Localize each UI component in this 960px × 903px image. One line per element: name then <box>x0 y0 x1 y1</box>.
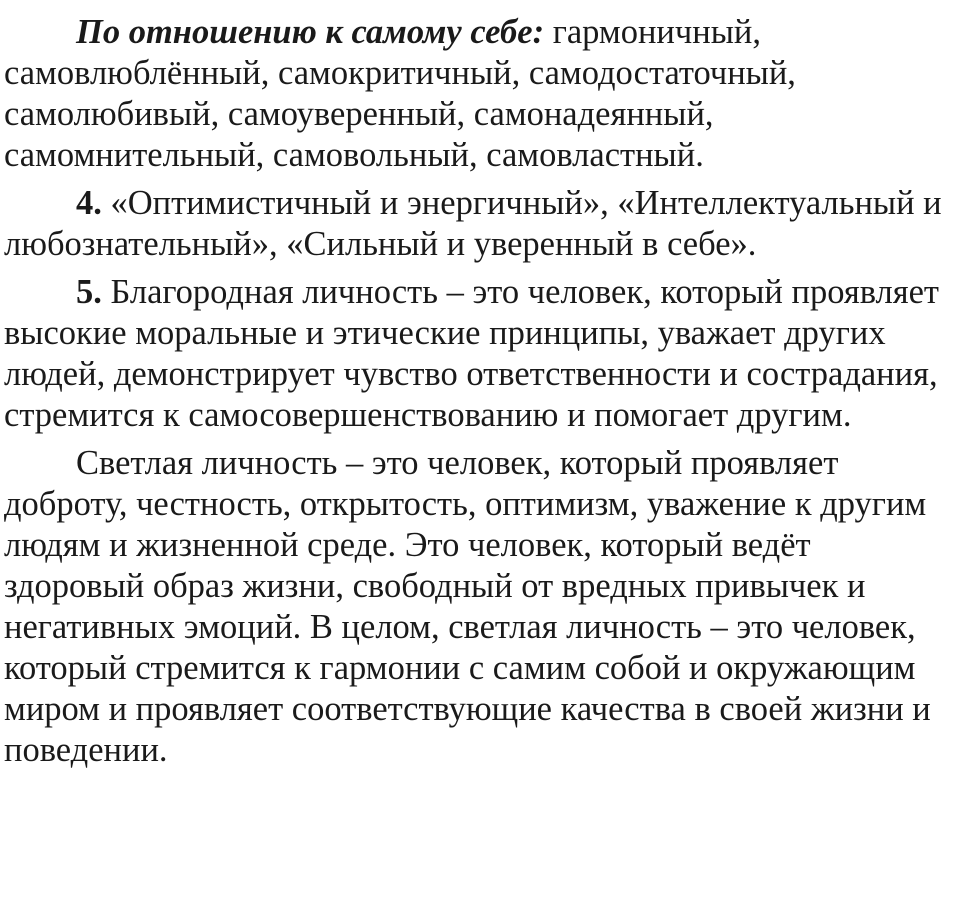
paragraph-text: Светлая личность – это человек, который проявляет доброту, честность, открытость, оптимизм, уважение к другим людям и жизненной среде. Это человек, который ведёт здоровый образ жизни, свободный от вредных привычек и негативных эмоций. В целом, светлая личность – это человек, который стремится к гармонии с самим собой и окружающим миром и проявляет соответствующие качества в своей жизни и поведении. <box>4 444 931 769</box>
paragraph-self-attitude <box>4 12 956 176</box>
paragraph-text: гармоничный, самовлюблённый, самокритичный, самодостаточный, самолюбивый, самоуверенный, самонадеянный, самомнительный, самовольный, самовластный. <box>4 13 796 174</box>
paragraph-lead-heading: По отношению к самому себе: <box>76 13 545 51</box>
document-page <box>4 12 956 771</box>
paragraph-answer-4 <box>4 183 956 265</box>
item-number: 4. <box>76 184 102 222</box>
paragraph-answer-5 <box>4 272 956 436</box>
paragraph-text: «Оптимистичный и энергичный», «Интеллектуальный и любознательный», «Сильный и уверенный в себе». <box>4 184 942 263</box>
paragraph-bright-personality <box>4 443 956 771</box>
paragraph-text: Благородная личность – это человек, который проявляет высокие моральные и этические принципы, уважает других людей, демонстрирует чувство ответственности и сострадания, стремится к самосовершенствованию и помогает другим. <box>4 273 940 434</box>
item-number: 5. <box>76 273 102 311</box>
